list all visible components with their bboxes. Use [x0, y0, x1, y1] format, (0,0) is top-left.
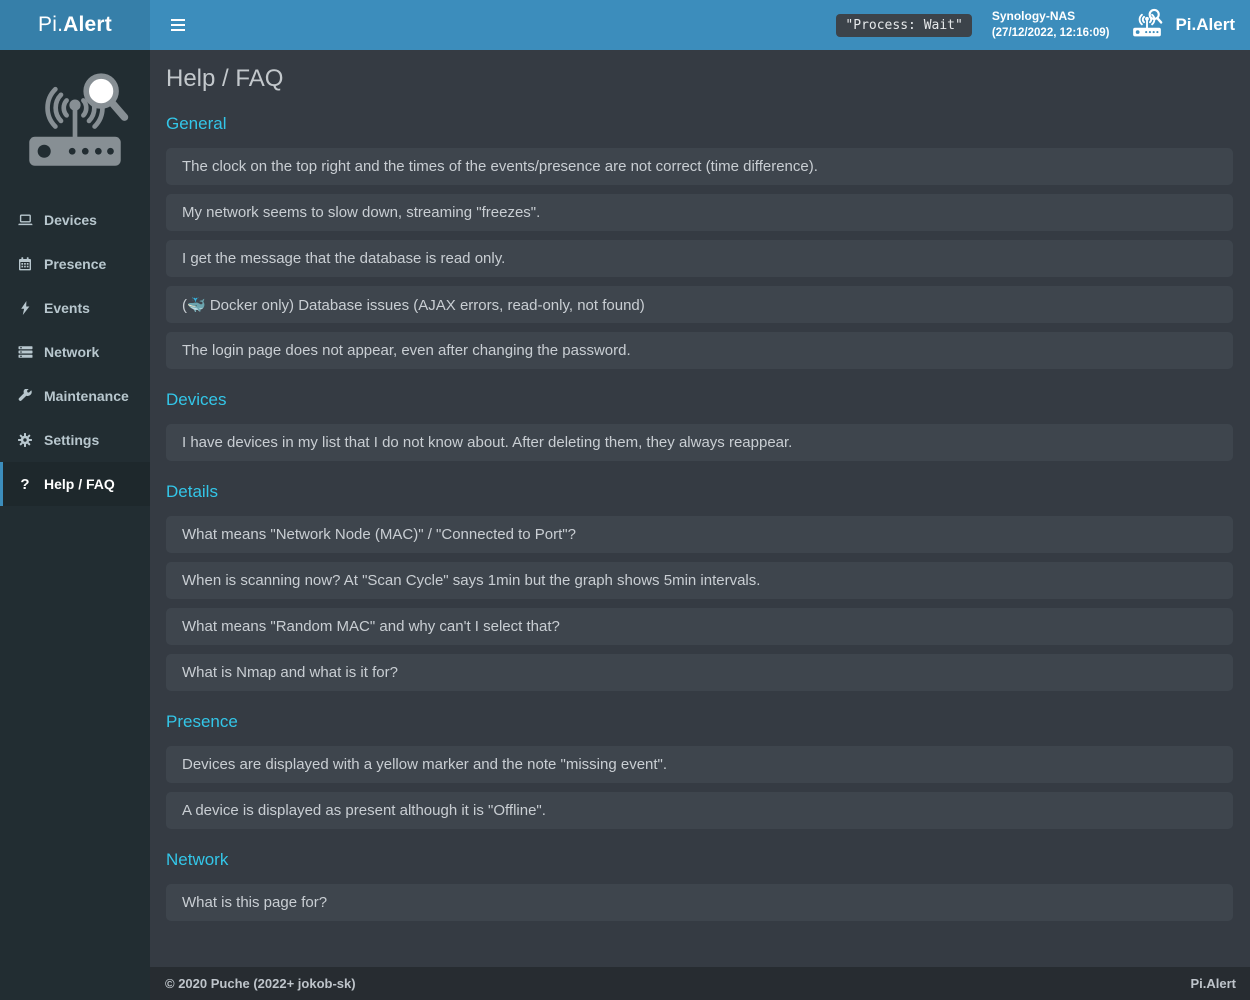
page-title: Help / FAQ — [166, 65, 284, 92]
wrench-icon — [15, 389, 35, 403]
sidebar-item-events[interactable] — [0, 286, 150, 330]
navbar-app-name: Pi.Alert — [1175, 15, 1235, 34]
sidebar-menu — [0, 198, 150, 506]
footer — [150, 967, 1250, 1000]
sidebar-item-help-faq[interactable] — [0, 462, 150, 506]
hamburger-menu-icon[interactable] — [165, 11, 191, 40]
faq-question-bar[interactable]: I have devices in my list that I do not know about. After deleting them, they always reappear. — [166, 424, 1233, 461]
sidebar-item-devices[interactable] — [0, 198, 150, 242]
sidebar-item-label: Events — [44, 300, 90, 316]
faq-question-bar[interactable]: Devices are displayed with a yellow marker and the note "missing event". — [166, 746, 1233, 783]
footer-copyright: © 2020 Puche (2022+ jokob-sk) — [165, 976, 356, 991]
host-datetime: (27/12/2022, 12:16:09) — [991, 27, 1110, 40]
faq-question-bar[interactable]: What is Nmap and what is it for? — [166, 654, 1233, 691]
faq-question-bar[interactable]: What is this page for? — [166, 884, 1233, 921]
sidebar-item-label: Presence — [44, 256, 107, 272]
navbar-right — [836, 7, 1235, 44]
section-header-general: General — [166, 114, 227, 133]
process-status-badge: "Process: Wait" — [836, 14, 971, 37]
section-header-network: Network — [166, 850, 229, 869]
laptop-icon — [15, 213, 35, 227]
faq-question-bar[interactable]: The clock on the top right and the times of the events/presence are not correct (time difference). — [166, 148, 1233, 185]
faq-sections — [166, 114, 1233, 921]
pialert-logo-icon — [0, 50, 150, 182]
faq-question-bar[interactable]: A device is displayed as present although it is "Offline". — [166, 792, 1233, 829]
faq-question-bar[interactable]: What means "Network Node (MAC)" / "Connected to Port"? — [166, 516, 1233, 553]
sidebar-item-label: Maintenance — [44, 388, 129, 404]
navbar-app-brand[interactable] — [1129, 7, 1235, 44]
faq-question-bar[interactable]: (🐳 Docker only) Database issues (AJAX errors, read-only, not found) — [166, 286, 1233, 323]
brand-logo[interactable] — [0, 0, 150, 50]
sidebar-item-maintenance[interactable] — [0, 374, 150, 418]
sidebar-item-presence[interactable] — [0, 242, 150, 286]
section-header-presence: Presence — [166, 712, 238, 731]
pialert-mini-logo-icon — [1129, 7, 1165, 44]
host-info — [992, 8, 1110, 42]
faq-question-bar[interactable]: I get the message that the database is read only. — [166, 240, 1233, 277]
sidebar-item-settings[interactable] — [0, 418, 150, 462]
section-header-devices: Devices — [166, 390, 227, 409]
faq-question-bar[interactable]: When is scanning now? At "Scan Cycle" says 1min but the graph shows 5min intervals. — [166, 562, 1233, 599]
gear-icon — [15, 433, 35, 447]
brand-bold: Alert — [63, 13, 112, 36]
main-content — [150, 50, 1250, 967]
faq-question-bar[interactable]: What means "Random MAC" and why can't I select that? — [166, 608, 1233, 645]
host-name: Synology-NAS — [991, 8, 1076, 23]
top-navbar — [150, 0, 1250, 50]
server-icon — [15, 345, 35, 359]
question-icon: ? — [20, 475, 30, 493]
sidebar-item-label: Devices — [44, 212, 97, 228]
calendar-icon — [15, 257, 35, 271]
sidebar-item-network[interactable] — [0, 330, 150, 374]
footer-app-name: Pi.Alert — [1190, 976, 1236, 991]
sidebar-item-label: Settings — [44, 432, 100, 448]
bolt-icon — [15, 301, 35, 315]
faq-question-bar[interactable]: My network seems to slow down, streaming "freezes". — [166, 194, 1233, 231]
sidebar — [0, 50, 150, 1000]
sidebar-item-label: Help / FAQ — [44, 476, 115, 492]
faq-question-bar[interactable]: The login page does not appear, even after changing the password. — [166, 332, 1233, 369]
brand-prefix: Pi. — [38, 13, 64, 36]
section-header-details: Details — [166, 482, 218, 501]
sidebar-item-label: Network — [44, 344, 100, 360]
